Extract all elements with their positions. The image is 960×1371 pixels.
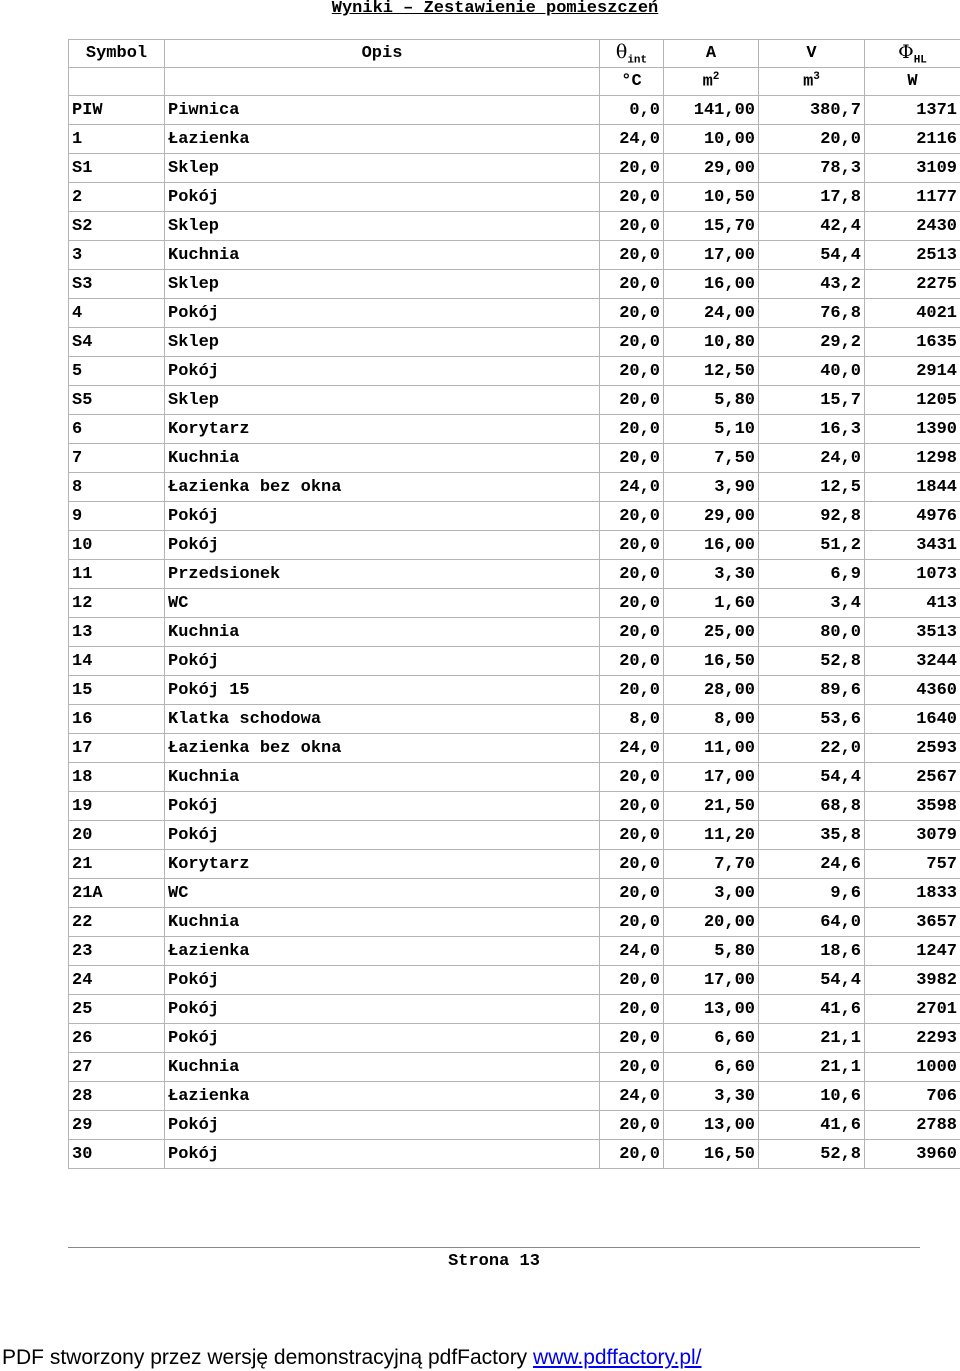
cell-opis: Klatka schodowa (165, 705, 600, 734)
cell-area: 24,00 (664, 299, 759, 328)
table-row (69, 531, 960, 560)
banner-link[interactable]: www.pdffactory.pl/ (533, 1346, 702, 1369)
cell-symbol: 29 (69, 1111, 165, 1140)
cell-volume: 52,8 (759, 1140, 865, 1169)
cell-volume: 21,1 (759, 1024, 865, 1053)
table-row (69, 357, 960, 386)
cell-area: 17,00 (664, 966, 759, 995)
cell-phi-hl: 2701 (865, 995, 960, 1024)
cell-theta-int: 0,0 (600, 96, 664, 125)
table-row (69, 763, 960, 792)
cell-phi-hl: 3982 (865, 966, 960, 995)
table-row (69, 1140, 960, 1169)
cell-opis: Sklep (165, 386, 600, 415)
cell-opis: WC (165, 879, 600, 908)
cell-volume: 54,4 (759, 241, 865, 270)
table-row (69, 966, 960, 995)
cell-phi-hl: 1844 (865, 473, 960, 502)
cell-opis: WC (165, 589, 600, 618)
units-row (69, 68, 960, 96)
cell-phi-hl: 1205 (865, 386, 960, 415)
cell-area: 5,80 (664, 386, 759, 415)
cell-theta-int: 20,0 (600, 212, 664, 241)
table-row (69, 96, 960, 125)
cell-area: 16,50 (664, 647, 759, 676)
unit-theta (600, 68, 664, 96)
cell-opis: Sklep (165, 270, 600, 299)
cell-volume: 35,8 (759, 821, 865, 850)
cell-symbol: 8 (69, 473, 165, 502)
table-row (69, 908, 960, 937)
cell-area: 16,00 (664, 531, 759, 560)
table-row (69, 560, 960, 589)
cell-area: 1,60 (664, 589, 759, 618)
cell-volume: 380,7 (759, 96, 865, 125)
cell-volume: 80,0 (759, 618, 865, 647)
cell-phi-hl: 1298 (865, 444, 960, 473)
units-empty-symbol (69, 68, 165, 96)
cell-theta-int: 20,0 (600, 763, 664, 792)
cell-opis: Pokój (165, 183, 600, 212)
cell-phi-hl: 2788 (865, 1111, 960, 1140)
unit-area (664, 68, 759, 96)
cell-symbol: 3 (69, 241, 165, 270)
cell-symbol: 1 (69, 125, 165, 154)
cell-phi-hl: 2914 (865, 357, 960, 386)
cell-theta-int: 8,0 (600, 705, 664, 734)
cell-area: 11,00 (664, 734, 759, 763)
cell-symbol: 21 (69, 850, 165, 879)
cell-theta-int: 20,0 (600, 415, 664, 444)
cell-phi-hl: 706 (865, 1082, 960, 1111)
cell-area: 17,00 (664, 241, 759, 270)
cell-symbol: 12 (69, 589, 165, 618)
table-row (69, 473, 960, 502)
cell-theta-int: 20,0 (600, 618, 664, 647)
cell-area: 7,70 (664, 850, 759, 879)
cell-opis: Łazienka bez okna (165, 734, 600, 763)
cell-theta-int: 20,0 (600, 270, 664, 299)
cell-opis: Korytarz (165, 415, 600, 444)
table-row (69, 270, 960, 299)
cell-phi-hl: 1635 (865, 328, 960, 357)
cell-area: 5,80 (664, 937, 759, 966)
cell-area: 3,90 (664, 473, 759, 502)
cell-opis: Sklep (165, 328, 600, 357)
cell-phi-hl: 3244 (865, 647, 960, 676)
table-row (69, 792, 960, 821)
cell-opis: Pokój (165, 531, 600, 560)
cell-symbol: 18 (69, 763, 165, 792)
table-row (69, 1111, 960, 1140)
cell-phi-hl: 1390 (865, 415, 960, 444)
table-row (69, 821, 960, 850)
theta-symbol: θ (615, 40, 628, 63)
cell-symbol: 23 (69, 937, 165, 966)
cell-volume: 92,8 (759, 502, 865, 531)
cell-volume: 41,6 (759, 1111, 865, 1140)
table-row (69, 850, 960, 879)
cell-opis: Sklep (165, 212, 600, 241)
cell-opis: Pokój (165, 966, 600, 995)
cell-phi-hl: 757 (865, 850, 960, 879)
cell-volume: 29,2 (759, 328, 865, 357)
cell-area: 7,50 (664, 444, 759, 473)
cell-volume: 54,4 (759, 763, 865, 792)
cell-symbol: 22 (69, 908, 165, 937)
cell-opis: Pokój 15 (165, 676, 600, 705)
cell-volume: 52,8 (759, 647, 865, 676)
rooms-table (68, 39, 960, 1169)
cell-symbol: 30 (69, 1140, 165, 1169)
cell-theta-int: 20,0 (600, 1024, 664, 1053)
cell-theta-int: 20,0 (600, 1111, 664, 1140)
table-row (69, 647, 960, 676)
header-phi-hl (865, 40, 960, 68)
cell-phi-hl: 3960 (865, 1140, 960, 1169)
cell-symbol: 21A (69, 879, 165, 908)
cell-theta-int: 20,0 (600, 879, 664, 908)
cell-opis: Piwnica (165, 96, 600, 125)
cell-volume: 12,5 (759, 473, 865, 502)
cell-symbol: 13 (69, 618, 165, 647)
cell-opis: Pokój (165, 821, 600, 850)
cell-opis: Kuchnia (165, 444, 600, 473)
cell-area: 13,00 (664, 1111, 759, 1140)
units-empty-opis (165, 68, 600, 96)
cell-symbol: 9 (69, 502, 165, 531)
cell-theta-int: 20,0 (600, 995, 664, 1024)
cell-area: 141,00 (664, 96, 759, 125)
cell-theta-int: 20,0 (600, 676, 664, 705)
cell-volume: 42,4 (759, 212, 865, 241)
cell-theta-int: 20,0 (600, 966, 664, 995)
cell-area: 25,00 (664, 618, 759, 647)
cell-phi-hl: 3513 (865, 618, 960, 647)
table-row (69, 415, 960, 444)
table-row (69, 328, 960, 357)
cell-volume: 51,2 (759, 531, 865, 560)
cell-area: 10,00 (664, 125, 759, 154)
cell-phi-hl: 1000 (865, 1053, 960, 1082)
cell-phi-hl: 2275 (865, 270, 960, 299)
cell-phi-hl: 1177 (865, 183, 960, 212)
unit-volume-base: m (803, 72, 814, 92)
cell-symbol: 5 (69, 357, 165, 386)
rooms-table-body (69, 96, 960, 1169)
cell-opis: Korytarz (165, 850, 600, 879)
cell-theta-int: 20,0 (600, 792, 664, 821)
cell-phi-hl: 2293 (865, 1024, 960, 1053)
header-symbol: Symbol (69, 40, 165, 68)
cell-symbol: 26 (69, 1024, 165, 1053)
cell-theta-int: 20,0 (600, 328, 664, 357)
cell-area: 16,00 (664, 270, 759, 299)
table-row (69, 241, 960, 270)
cell-phi-hl: 2116 (865, 125, 960, 154)
cell-area: 6,60 (664, 1053, 759, 1082)
cell-opis: Kuchnia (165, 763, 600, 792)
cell-symbol: 10 (69, 531, 165, 560)
cell-volume: 54,4 (759, 966, 865, 995)
cell-theta-int: 20,0 (600, 647, 664, 676)
table-row (69, 299, 960, 328)
cell-volume: 24,6 (759, 850, 865, 879)
cell-symbol: 27 (69, 1053, 165, 1082)
cell-volume: 6,9 (759, 560, 865, 589)
cell-phi-hl: 3598 (865, 792, 960, 821)
cell-volume: 76,8 (759, 299, 865, 328)
cell-symbol: 6 (69, 415, 165, 444)
cell-volume: 24,0 (759, 444, 865, 473)
table-row (69, 212, 960, 241)
cell-phi-hl: 413 (865, 589, 960, 618)
cell-phi-hl: 3109 (865, 154, 960, 183)
cell-volume: 43,2 (759, 270, 865, 299)
cell-area: 13,00 (664, 995, 759, 1024)
cell-area: 28,00 (664, 676, 759, 705)
cell-opis: Kuchnia (165, 1053, 600, 1082)
cell-symbol: S1 (69, 154, 165, 183)
cell-opis: Pokój (165, 1024, 600, 1053)
cell-opis: Pokój (165, 357, 600, 386)
cell-opis: Łazienka (165, 1082, 600, 1111)
cell-area: 10,80 (664, 328, 759, 357)
cell-symbol: 14 (69, 647, 165, 676)
cell-theta-int: 20,0 (600, 386, 664, 415)
header-area: A (664, 40, 759, 68)
cell-phi-hl: 4021 (865, 299, 960, 328)
table-row (69, 1082, 960, 1111)
unit-phi: W (865, 68, 960, 96)
cell-opis: Pokój (165, 1111, 600, 1140)
cell-phi-hl: 3657 (865, 908, 960, 937)
cell-symbol: 24 (69, 966, 165, 995)
unit-area-base: m (702, 72, 713, 92)
cell-theta-int: 20,0 (600, 183, 664, 212)
cell-area: 3,30 (664, 1082, 759, 1111)
table-row (69, 879, 960, 908)
cell-opis: Pokój (165, 792, 600, 821)
unit-volume-exponent: 3 (813, 71, 820, 84)
cell-area: 11,20 (664, 821, 759, 850)
pdffactory-banner (2, 1346, 702, 1370)
cell-symbol: PIW (69, 96, 165, 125)
cell-opis: Pokój (165, 1140, 600, 1169)
cell-phi-hl: 4360 (865, 676, 960, 705)
cell-opis: Łazienka (165, 125, 600, 154)
cell-symbol: 25 (69, 995, 165, 1024)
cell-volume: 21,1 (759, 1053, 865, 1082)
cell-phi-hl: 4976 (865, 502, 960, 531)
cell-opis: Łazienka bez okna (165, 473, 600, 502)
table-row (69, 444, 960, 473)
cell-volume: 64,0 (759, 908, 865, 937)
cell-opis: Pokój (165, 502, 600, 531)
cell-area: 29,00 (664, 502, 759, 531)
cell-theta-int: 24,0 (600, 1082, 664, 1111)
cell-opis: Kuchnia (165, 618, 600, 647)
cell-area: 17,00 (664, 763, 759, 792)
cell-opis: Łazienka (165, 937, 600, 966)
cell-opis: Kuchnia (165, 241, 600, 270)
cell-volume: 68,8 (759, 792, 865, 821)
page-number: Strona 13 (448, 1252, 540, 1271)
cell-area: 10,50 (664, 183, 759, 212)
cell-volume: 15,7 (759, 386, 865, 415)
cell-symbol: S5 (69, 386, 165, 415)
cell-phi-hl: 1371 (865, 96, 960, 125)
header-volume: V (759, 40, 865, 68)
cell-phi-hl: 2430 (865, 212, 960, 241)
theta-subscript: int (627, 54, 648, 67)
cell-phi-hl: 1073 (865, 560, 960, 589)
cell-theta-int: 20,0 (600, 502, 664, 531)
table-row (69, 676, 960, 705)
cell-volume: 18,6 (759, 937, 865, 966)
table-row (69, 125, 960, 154)
cell-phi-hl: 3431 (865, 531, 960, 560)
unit-theta-letter: C (631, 72, 642, 91)
banner-text: PDF stworzony przez wersję demonstracyjną pdfFactory (2, 1346, 534, 1369)
cell-symbol: 19 (69, 792, 165, 821)
cell-theta-int: 24,0 (600, 125, 664, 154)
cell-symbol: 4 (69, 299, 165, 328)
cell-symbol: 15 (69, 676, 165, 705)
cell-theta-int: 20,0 (600, 241, 664, 270)
footer-divider (68, 1247, 920, 1248)
unit-area-exponent: 2 (712, 71, 720, 84)
cell-theta-int: 20,0 (600, 850, 664, 879)
cell-volume: 41,6 (759, 995, 865, 1024)
cell-phi-hl: 2567 (865, 763, 960, 792)
cell-area: 8,00 (664, 705, 759, 734)
cell-theta-int: 20,0 (600, 821, 664, 850)
cell-theta-int: 20,0 (600, 1140, 664, 1169)
cell-volume: 89,6 (759, 676, 865, 705)
cell-area: 6,60 (664, 1024, 759, 1053)
cell-area: 3,00 (664, 879, 759, 908)
cell-symbol: 11 (69, 560, 165, 589)
cell-theta-int: 20,0 (600, 1053, 664, 1082)
page-title: Wyniki – Zestawienie pomieszczeń (331, 0, 659, 18)
cell-volume: 10,6 (759, 1082, 865, 1111)
cell-volume: 9,6 (759, 879, 865, 908)
cell-area: 3,30 (664, 560, 759, 589)
cell-opis: Pokój (165, 299, 600, 328)
cell-area: 16,50 (664, 1140, 759, 1169)
cell-symbol: 16 (69, 705, 165, 734)
cell-theta-int: 20,0 (600, 357, 664, 386)
header-theta-int (600, 40, 664, 68)
table-row (69, 1024, 960, 1053)
header-row (69, 40, 960, 68)
cell-symbol: S3 (69, 270, 165, 299)
cell-volume: 22,0 (759, 734, 865, 763)
table-row (69, 705, 960, 734)
cell-volume: 16,3 (759, 415, 865, 444)
cell-symbol: S2 (69, 212, 165, 241)
cell-area: 29,00 (664, 154, 759, 183)
cell-opis: Pokój (165, 647, 600, 676)
table-row (69, 502, 960, 531)
cell-area: 21,50 (664, 792, 759, 821)
table-row (69, 386, 960, 415)
cell-symbol: 2 (69, 183, 165, 212)
cell-opis: Przedsionek (165, 560, 600, 589)
degree-sign: ° (621, 72, 632, 91)
cell-phi-hl: 1833 (865, 879, 960, 908)
cell-volume: 3,4 (759, 589, 865, 618)
cell-symbol: 7 (69, 444, 165, 473)
cell-volume: 40,0 (759, 357, 865, 386)
phi-symbol: Φ (898, 40, 914, 63)
cell-opis: Pokój (165, 995, 600, 1024)
cell-opis: Kuchnia (165, 908, 600, 937)
table-row (69, 995, 960, 1024)
cell-theta-int: 24,0 (600, 473, 664, 502)
cell-theta-int: 20,0 (600, 299, 664, 328)
cell-volume: 20,0 (759, 125, 865, 154)
table-row (69, 734, 960, 763)
cell-theta-int: 20,0 (600, 908, 664, 937)
cell-volume: 78,3 (759, 154, 865, 183)
cell-symbol: 20 (69, 821, 165, 850)
cell-phi-hl: 1640 (865, 705, 960, 734)
cell-phi-hl: 2513 (865, 241, 960, 270)
cell-theta-int: 20,0 (600, 444, 664, 473)
table-row (69, 183, 960, 212)
table-row (69, 154, 960, 183)
cell-theta-int: 20,0 (600, 154, 664, 183)
cell-phi-hl: 2593 (865, 734, 960, 763)
cell-area: 5,10 (664, 415, 759, 444)
cell-symbol: S4 (69, 328, 165, 357)
cell-theta-int: 24,0 (600, 937, 664, 966)
cell-symbol: 28 (69, 1082, 165, 1111)
table-row (69, 589, 960, 618)
phi-subscript: HL (913, 54, 927, 67)
cell-phi-hl: 3079 (865, 821, 960, 850)
table-row (69, 1053, 960, 1082)
table-row (69, 937, 960, 966)
cell-volume: 17,8 (759, 183, 865, 212)
cell-area: 12,50 (664, 357, 759, 386)
unit-volume (759, 68, 865, 96)
cell-area: 15,70 (664, 212, 759, 241)
cell-phi-hl: 1247 (865, 937, 960, 966)
table-row (69, 618, 960, 647)
cell-theta-int: 24,0 (600, 734, 664, 763)
cell-theta-int: 20,0 (600, 589, 664, 618)
cell-volume: 53,6 (759, 705, 865, 734)
cell-symbol: 17 (69, 734, 165, 763)
cell-theta-int: 20,0 (600, 531, 664, 560)
cell-opis: Sklep (165, 154, 600, 183)
cell-theta-int: 20,0 (600, 560, 664, 589)
header-opis: Opis (165, 40, 600, 68)
cell-area: 20,00 (664, 908, 759, 937)
